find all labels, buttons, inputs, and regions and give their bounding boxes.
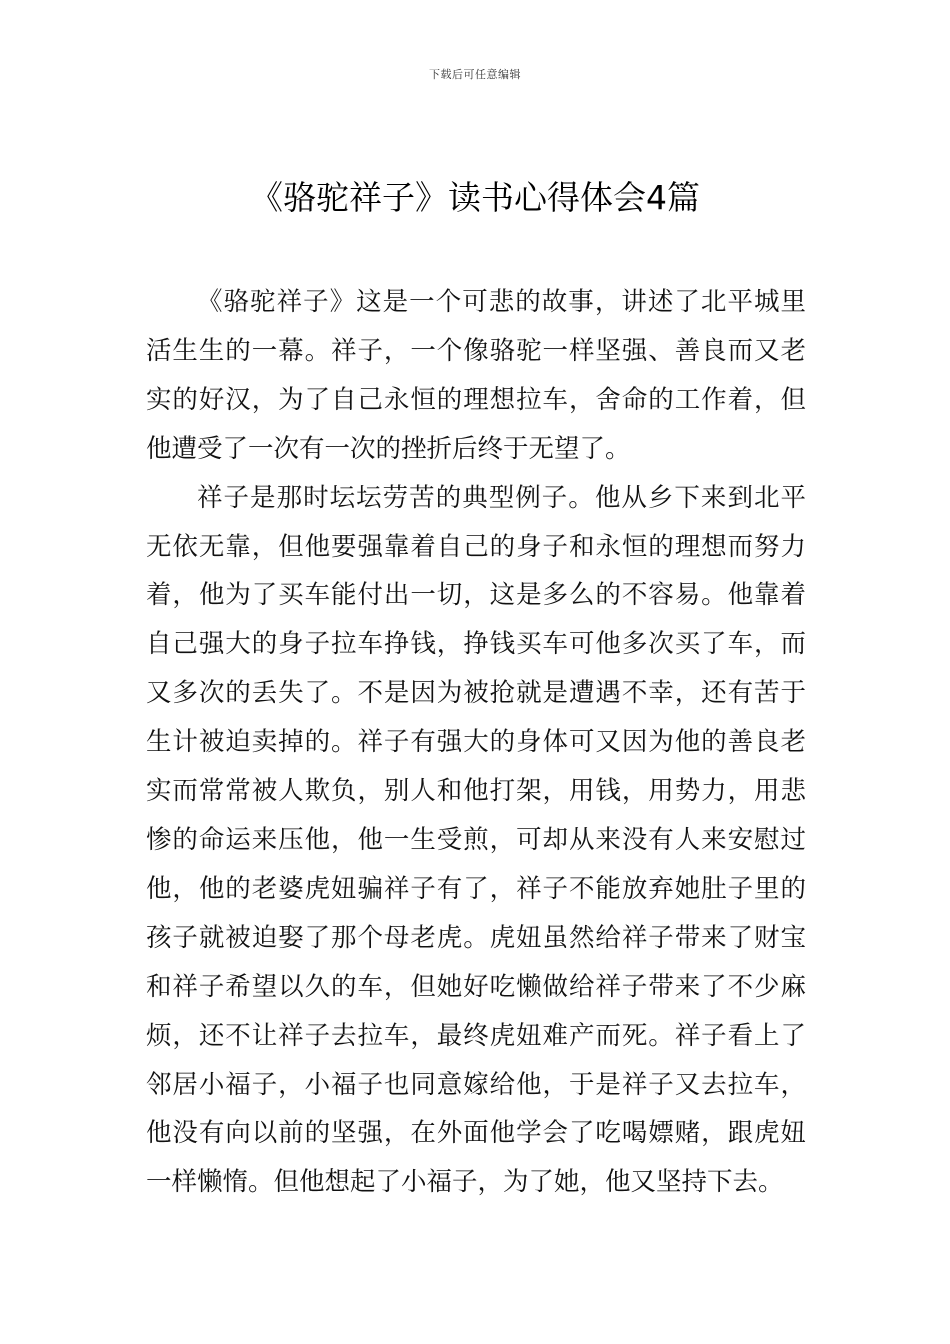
paragraph-1: 《骆驼祥子》这是一个可悲的故事，讲述了北平城里活生生的一幕。祥子，一个像骆驼一样坚强、善良而又老实的好汉，为了自己永恒的理想拉车，舍命的工作着，但他遭受了一次有一次的挫折后终于无望了。 [146,287,806,464]
document-title: 《骆驼祥子》读书心得体会4篇 [250,178,700,217]
header-note: 下载后可任意编辑 [429,68,521,81]
paragraph-2: 祥子是那时坛坛劳苦的典型例子。他从乡下来到北平无依无靠，但他要强靠着自己的身子和永恒的理想而努力着，他为了买车能付出一切，这是多么的不容易。他靠着自己强大的身子拉车挣钱，挣钱买车可他多次买了车，而又多次的丢失了。不是因为被抢就是遭遇不幸，还有苦于生计被迫卖掉的。祥子有强大的身体可又因为他的善良老实而常常被人欺负，别人和他打架，用钱，用势力，用悲惨的命运来压他，他一生受煎，可却从来没有人来安慰过他，他的老婆虎妞骗祥子有了，祥子不能放弃她肚子里的孩子就被迫娶了那个母老虎。虎妞虽然给祥子带来了财宝和祥子希望以久的车，但她好吃懒做给祥子带来了不少麻烦，还不让祥子去拉车，最终虎妞难产而死。祥子看上了邻居小福子，小福子也同意嫁给他，于是祥子又去拉车，他没有向以前的坚强，在外面他学会了吃喝嫖赌，跟虎妞一样懒惰。但他想起了小福子，为了她，他又坚持下去。 [146,482,806,1198]
document-body [146,278,806,1207]
